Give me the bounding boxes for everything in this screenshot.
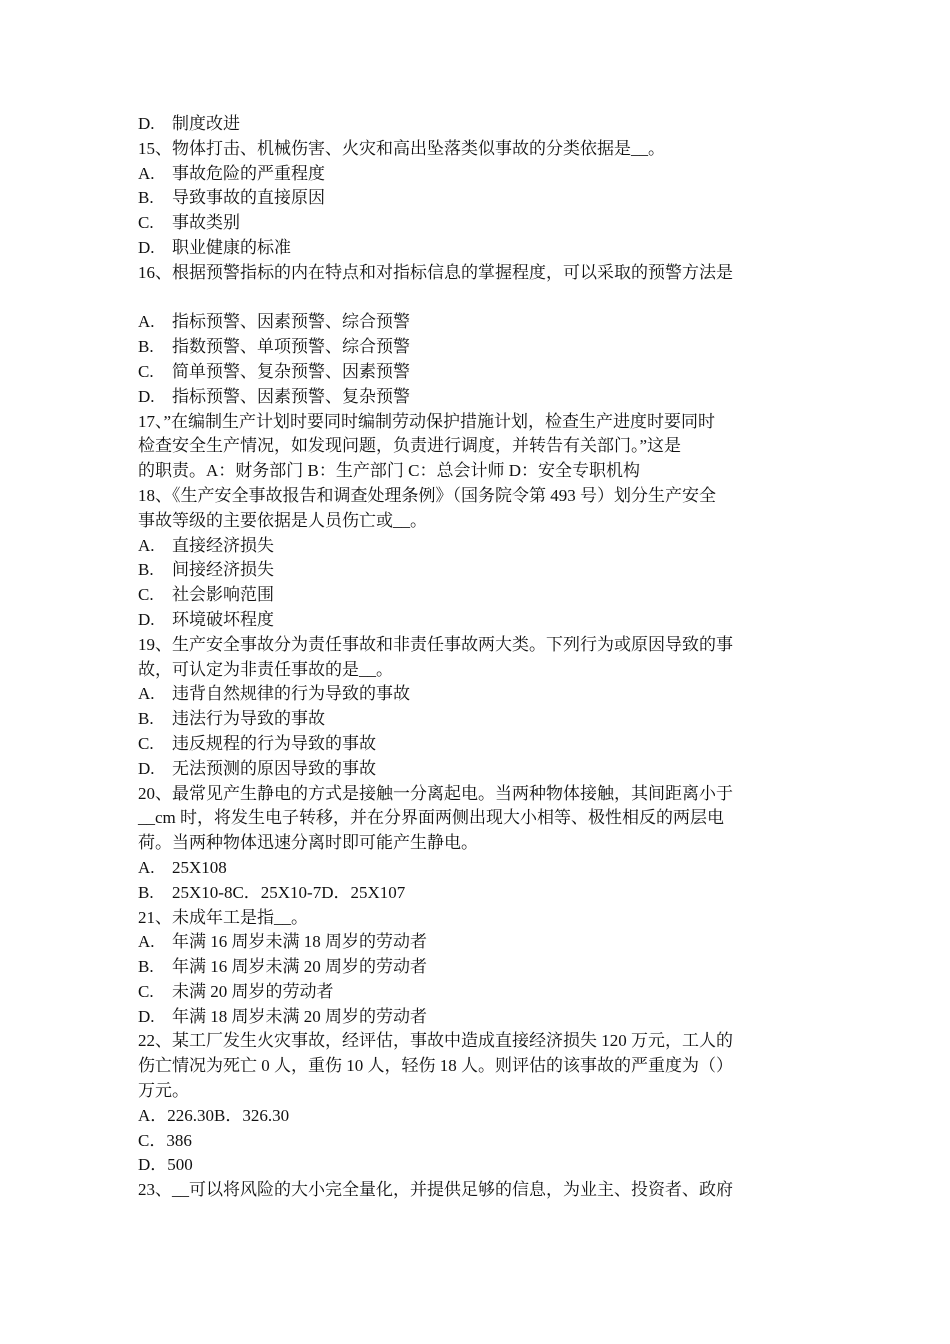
option-letter: A. <box>138 535 155 555</box>
option-letter: D. <box>138 386 155 406</box>
option-letter: C. <box>138 361 154 381</box>
option-letter: B. <box>138 882 154 902</box>
option-text: 环境破坏程度 <box>172 609 274 629</box>
option-letter: B. <box>138 957 154 977</box>
option-letter: B. <box>138 560 154 580</box>
q22-stem-line-1: 22、某工厂发生火灾事故，经评估，事故中造成直接经济损失 120 万元，工人的 <box>138 1031 733 1051</box>
q20-option-b <box>138 881 818 906</box>
option-text: 导致事故的直接原因 <box>172 188 325 208</box>
option-letter: C． <box>138 1130 167 1150</box>
q15-option-d <box>138 236 818 261</box>
option-text: 间接经济损失 <box>172 560 274 580</box>
q21-option-c <box>138 980 818 1005</box>
q18-option-c <box>138 583 818 608</box>
q22-stem-line-2: 伤亡情况为死亡 0 人，重伤 10 人，轻伤 18 人。则评估的该事故的严重度为（） <box>138 1056 733 1076</box>
q16-option-a <box>138 310 818 335</box>
option-text: 简单预警、复杂预警、因素预警 <box>172 361 410 381</box>
q21-option-a <box>138 930 818 955</box>
q15-option-c <box>138 211 818 236</box>
option-letter: C. <box>138 585 154 605</box>
answer-blank-line <box>138 286 818 311</box>
option-letter: B. <box>138 709 154 729</box>
q17-stem-line-1: 17、”在编制生产计划时要同时编制劳动保护措施计划，检查生产进度时要同时 <box>138 411 716 431</box>
q20-option-a <box>138 856 818 881</box>
q21-option-d <box>138 1005 818 1030</box>
q19-stem-line-2: 故，可认定为非责任事故的是__。 <box>138 659 393 679</box>
q18-option-a <box>138 534 818 559</box>
option-text: 指数预警、单项预警、综合预警 <box>172 337 410 357</box>
q23-stem-line-1: 23、__可以将风险的大小完全量化，并提供足够的信息，为业主、投资者、政府 <box>138 1180 733 1200</box>
option-text: 226.30B．326.30 <box>167 1105 290 1125</box>
option-text: 制度改进 <box>172 114 240 133</box>
option-text: 指标预警、因素预警、复杂预警 <box>172 386 410 406</box>
q20-stem-line-1: 20、最常见产生静电的方式是接触一分离起电。当两种物体接触，其间距离小于 <box>138 783 733 803</box>
option-letter: D． <box>138 1155 168 1175</box>
document-body <box>138 112 818 1203</box>
q16-option-c <box>138 360 818 385</box>
option-text: 事故危险的严重程度 <box>172 163 325 183</box>
q19-stem-line-1: 19、生产安全事故分为责任事故和非责任事故两大类。下列行为或原因导致的事 <box>138 634 733 654</box>
q17-stem-line-2: 检查安全生产情况，如发现问题，负责进行调度，并转告有关部门。”这是 <box>138 436 682 456</box>
option-letter: C. <box>138 981 154 1001</box>
option-text: 386 <box>166 1130 192 1150</box>
option-text: 事故类别 <box>172 213 240 233</box>
q20-stem-line-3: 荷。当两种物体迅速分离时即可能产生静电。 <box>138 833 478 853</box>
option-text: 违反规程的行为导致的事故 <box>172 733 376 753</box>
q18-stem-line-2: 事故等级的主要依据是人员伤亡或__。 <box>138 510 427 530</box>
q15-option-b <box>138 186 818 211</box>
q19-option-b <box>138 707 818 732</box>
q22-option-ab <box>138 1104 818 1129</box>
option-letter: A. <box>138 857 155 877</box>
option-text: 未满 20 周岁的劳动者 <box>172 981 334 1001</box>
option-letter: A. <box>138 684 155 704</box>
q15-option-a <box>138 162 818 187</box>
option-text: 500 <box>167 1155 193 1175</box>
option-text: 违背自然规律的行为导致的事故 <box>172 684 410 704</box>
option-text: 直接经济损失 <box>172 535 274 555</box>
q16-option-d <box>138 385 818 410</box>
q16-stem: 16、根据预警指标的内在特点和对指标信息的掌握程度，可以采取的预警方法是 <box>138 262 733 282</box>
q16-option-b <box>138 335 818 360</box>
option-letter: C. <box>138 733 154 753</box>
q19-option-a <box>138 682 818 707</box>
option-letter: A. <box>138 932 155 952</box>
option-text: 无法预测的原因导致的事故 <box>172 758 376 778</box>
option-text: 指标预警、因素预警、综合预警 <box>172 312 410 332</box>
q18-stem-line-1: 18、《生产安全事故报告和调查处理条例》（国务院令第 493 号）划分生产安全 <box>138 485 716 505</box>
option-letter: B. <box>138 337 154 357</box>
option-letter: D. <box>138 237 155 257</box>
option-text: 年满 18 周岁未满 20 周岁的劳动者 <box>172 1006 427 1026</box>
option-text: 社会影响范围 <box>172 585 274 605</box>
option-letter: D. <box>138 758 155 778</box>
option-letter: D. <box>138 1006 155 1026</box>
q22-option-d <box>138 1153 818 1178</box>
q21-stem: 21、未成年工是指__。 <box>138 907 308 927</box>
q17-stem-line-3: 的职责。A：财务部门 B：生产部门 C：总会计师 D：安全专职机构 <box>138 461 640 481</box>
option-letter: B. <box>138 188 154 208</box>
q21-option-b <box>138 955 818 980</box>
q14-option-d <box>138 112 818 137</box>
q20-stem-line-2: __cm 时，将发生电子转移，并在分界面两侧出现大小相等、极性相反的两层电 <box>138 808 725 828</box>
q19-option-d <box>138 757 818 782</box>
option-text: 违法行为导致的事故 <box>172 709 325 729</box>
option-letter: A. <box>138 163 155 183</box>
option-text: 25X108 <box>172 857 227 877</box>
option-text: 年满 16 周岁未满 20 周岁的劳动者 <box>172 957 427 977</box>
option-letter: A. <box>138 312 155 332</box>
option-text: 职业健康的标准 <box>172 237 291 257</box>
option-letter: D. <box>138 114 155 133</box>
q22-stem-line-3: 万元。 <box>138 1081 189 1101</box>
q18-option-d <box>138 608 818 633</box>
q15-stem: 15、物体打击、机械伤害、火灾和高出坠落类似事故的分类依据是__。 <box>138 138 665 158</box>
option-letter: A． <box>138 1105 168 1125</box>
option-text: 25X10-8C．25X10-7D．25X107 <box>172 882 406 902</box>
option-letter: D. <box>138 609 155 629</box>
q18-option-b <box>138 558 818 583</box>
q19-option-c <box>138 732 818 757</box>
q22-option-c <box>138 1129 818 1154</box>
option-text: 年满 16 周岁未满 18 周岁的劳动者 <box>172 932 427 952</box>
option-letter: C. <box>138 213 154 233</box>
